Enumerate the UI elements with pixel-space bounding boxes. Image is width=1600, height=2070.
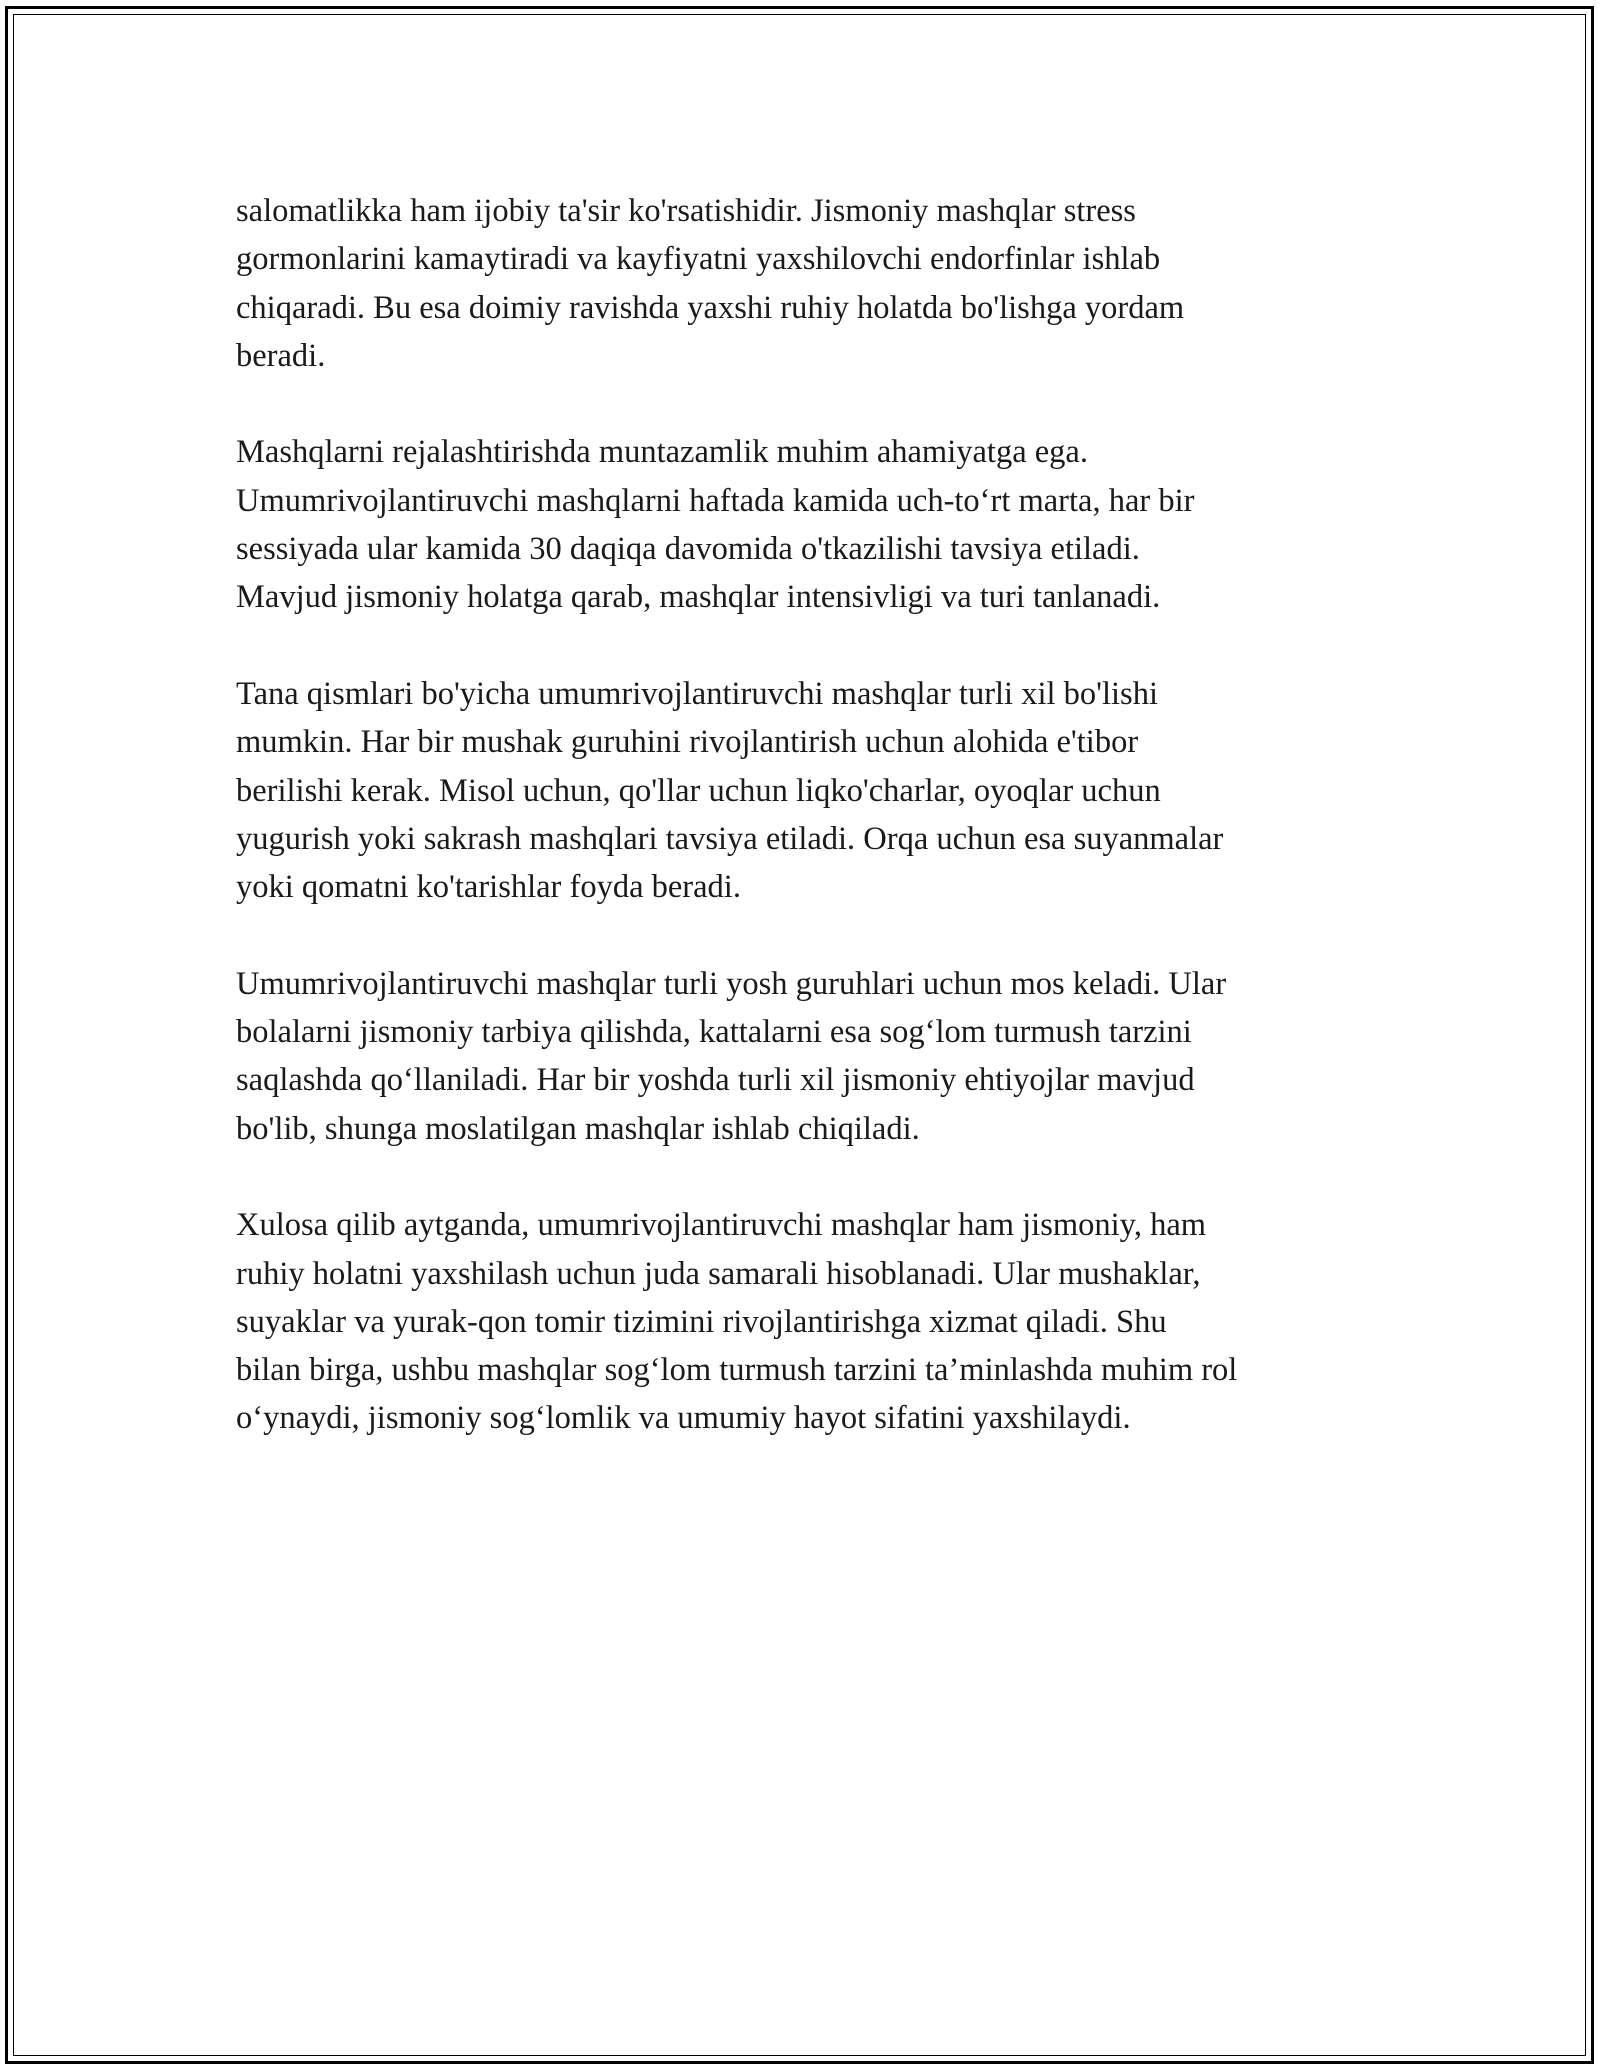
text-line: yugurish yoki sakrash mashqlari tavsiya etiladi. Orqa uchun esa suyanmalar xyxy=(236,820,1224,857)
text-line: Xulosa qilib aytganda, umumrivojlantiruvchi mashqlar ham jismoniy, ham xyxy=(236,1207,1207,1244)
paragraph-body-parts xyxy=(236,670,1386,911)
text-line: Umumrivojlantiruvchi mashqlarni haftada kamida uch-to‘rt marta, har bir xyxy=(236,482,1195,519)
text-line: bolalarni jismoniy tarbiya qilishda, kattalarni esa sog‘lom turmush tarzini xyxy=(236,1014,1192,1051)
text-line: ruhiy holatni yaxshilash uchun juda samarali hisoblanadi. Ular mushaklar, xyxy=(236,1255,1201,1292)
text-line: Tana qismlari bo'yicha umumrivojlantiruvchi mashqlar turli xil bo'lishi xyxy=(236,675,1158,712)
text-line: berilishi kerak. Misol uchun, qo'llar uchun liqko'charlar, oyoqlar uchun xyxy=(236,772,1161,809)
text-line: salomatlikka ham ijobiy ta'sir ko'rsatishidir. Jismoniy mashqlar stress xyxy=(236,193,1136,229)
text-line: chiqaradi. Bu esa doimiy ravishda yaxshi ruhiy holatda bo'lishga yordam xyxy=(236,289,1185,326)
document-body xyxy=(236,187,1386,1491)
text-line: bo'lib, shunga moslatilgan mashqlar ishlab chiqiladi. xyxy=(236,1110,920,1147)
text-line: Umumrivojlantiruvchi mashqlar turli yosh guruhlari uchun mos keladi. Ular xyxy=(236,965,1227,1002)
text-line: mumkin. Har bir mushak guruhini rivojlantirish uchun alohida e'tibor xyxy=(236,724,1139,761)
paragraph-conclusion xyxy=(236,1201,1386,1442)
text-line: Mashqlarni rejalashtirishda muntazamlik muhim ahamiyatga ega. xyxy=(236,434,1088,471)
text-line: gormonlarini kamaytiradi va kayfiyatni yaxshilovchi endorfinlar ishlab xyxy=(236,241,1161,278)
text-line: o‘ynaydi, jismoniy sog‘lomlik va umumiy hayot sifatini yaxshilaydi. xyxy=(236,1400,1131,1437)
text-line: yoki qomatni ko'tarishlar foyda beradi. xyxy=(236,869,741,906)
paragraph-age-groups xyxy=(236,960,1386,1153)
text-line: Mavjud jismoniy holatga qarab, mashqlar intensivligi va turi tanlanadi. xyxy=(236,579,1161,616)
text-line: beradi. xyxy=(236,337,326,374)
text-line: sessiyada ular kamida 30 daqiqa davomida o'tkazilishi tavsiya etiladi. xyxy=(236,531,1140,568)
text-line: bilan birga, ushbu mashqlar sog‘lom turmush tarzini ta’minlashda muhim rol xyxy=(236,1352,1238,1389)
paragraph-planning xyxy=(236,428,1386,621)
text-line: suyaklar va yurak-qon tomir tizimini rivojlantirishga xizmat qiladi. Shu xyxy=(236,1303,1167,1340)
paragraph-mental-health xyxy=(236,187,1386,380)
text-line: saqlashda qo‘llaniladi. Har bir yoshda turli xil jismoniy ehtiyojlar mavjud xyxy=(236,1062,1195,1099)
